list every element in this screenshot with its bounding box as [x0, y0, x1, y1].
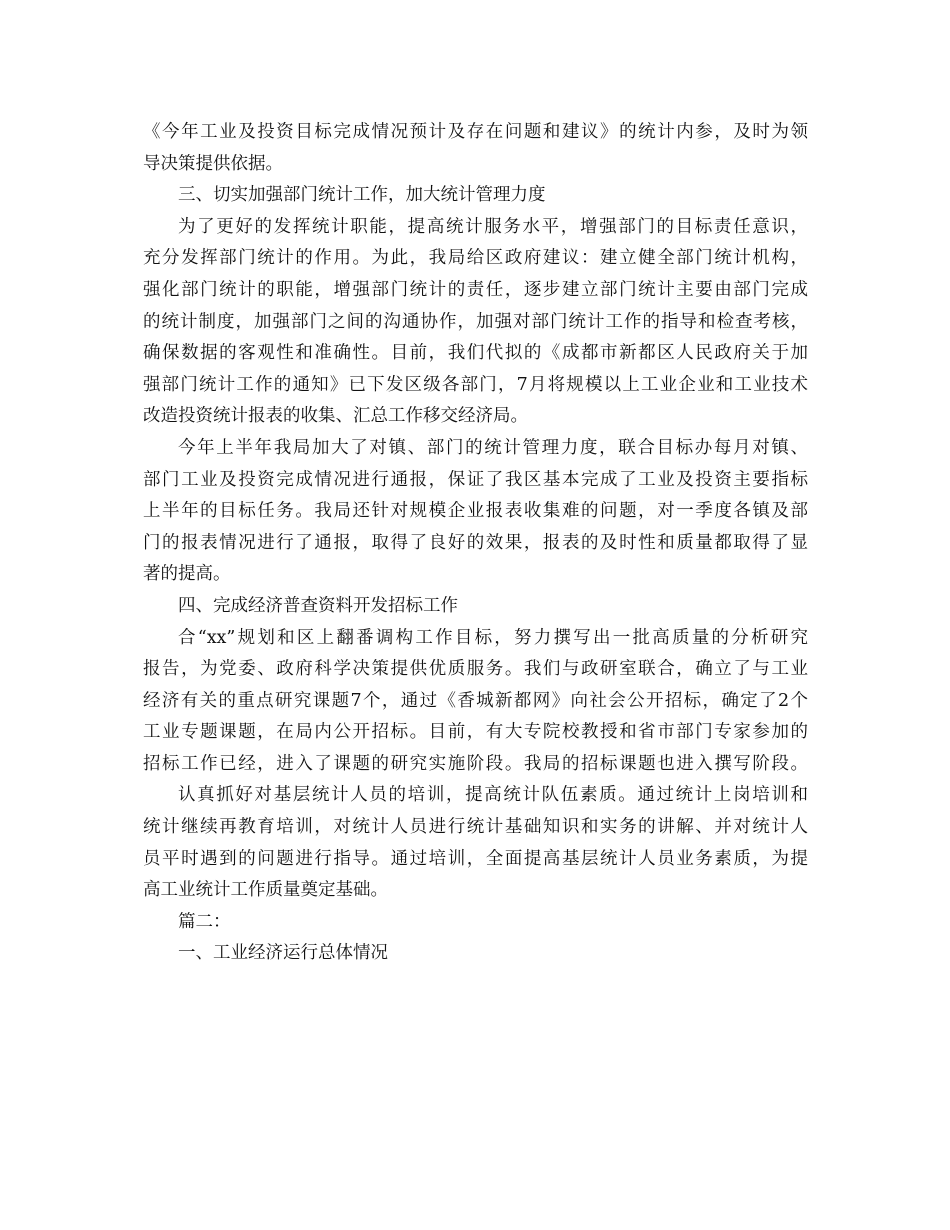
text-line: 的统计制度，加强部门之间的沟通协作，加强对部门统计工作的指导和检查考核， [143, 311, 808, 332]
text-line: 上半年的目标任务。我局还针对规模企业报表收集难的问题，对一季度各镇及部 [143, 501, 808, 522]
text-line: 强部门统计工作的通知》已下发区级各部门，7月将规模以上工业企业和工业技术 [143, 374, 808, 395]
text-line: 四、完成经济普查资料开发招标工作 [178, 595, 458, 616]
text-line: 部门工业及投资完成情况进行通报，保证了我区基本完成了工业及投资主要指标 [143, 469, 808, 490]
text-line: 确保数据的客观性和准确性。目前，我们代拟的《成都市新都区人民政府关于加 [143, 343, 808, 364]
text-line: 门的报表情况进行了通报，取得了良好的效果，报表的及时性和质量都取得了显 [143, 532, 808, 553]
text-line: 三、切实加强部门统计工作，加大统计管理力度 [178, 185, 546, 206]
text-line: 导决策提供依据。 [143, 153, 283, 174]
text-line: 招标工作已经，进入了课题的研究实施阶段。我局的招标课题也进入撰写阶段。 [143, 753, 808, 774]
text-line: 报告，为党委、政府科学决策提供优质服务。我们与政研室联合，确立了与工业 [143, 659, 808, 680]
document-body [143, 117, 808, 970]
text-line: 统计继续再教育培训，对统计人员进行统计基础知识和实务的讲解、并对统计人 [143, 817, 808, 838]
text-line: 一、工业经济运行总体情况 [178, 943, 388, 964]
text-line: 《今年工业及投资目标完成情况预计及存在问题和建议》的统计内参，及时为领 [143, 122, 808, 142]
text-line: 著的提高。 [143, 564, 231, 585]
text-line: 充分发挥部门统计的作用。为此，我局给区政府建议：建立健全部门统计机构， [143, 248, 808, 269]
text-line: 今年上半年我局加大了对镇、部门的统计管理力度，联合目标办每月对镇、 [178, 437, 808, 458]
text-line: 合“xx”规划和区上翻番调构工作目标，努力撰写出一批高质量的分析研究 [178, 627, 808, 648]
text-line: 认真抓好对基层统计人员的培训，提高统计队伍素质。通过统计上岗培训和 [178, 785, 808, 806]
text-line: 改造投资统计报表的收集、汇总工作移交经济局。 [143, 406, 528, 427]
text-line: 篇二： [178, 911, 231, 932]
text-line: 经济有关的重点研究课题7个，通过《香城新都网》向社会公开招标，确定了2个 [143, 690, 808, 711]
text-line: 高工业统计工作质量奠定基础。 [143, 880, 388, 901]
text-line: 为了更好的发挥统计职能，提高统计服务水平，增强部门的目标责任意识， [178, 216, 808, 237]
text-line: 工业专题课题，在局内公开招标。目前，有大专院校教授和省市部门专家参加的 [143, 722, 808, 743]
text-line: 强化部门统计的职能，增强部门统计的责任，逐步建立部门统计主要由部门完成 [143, 279, 808, 300]
text-line: 员平时遇到的问题进行指导。通过培训，全面提高基层统计人员业务素质，为提 [143, 848, 808, 869]
